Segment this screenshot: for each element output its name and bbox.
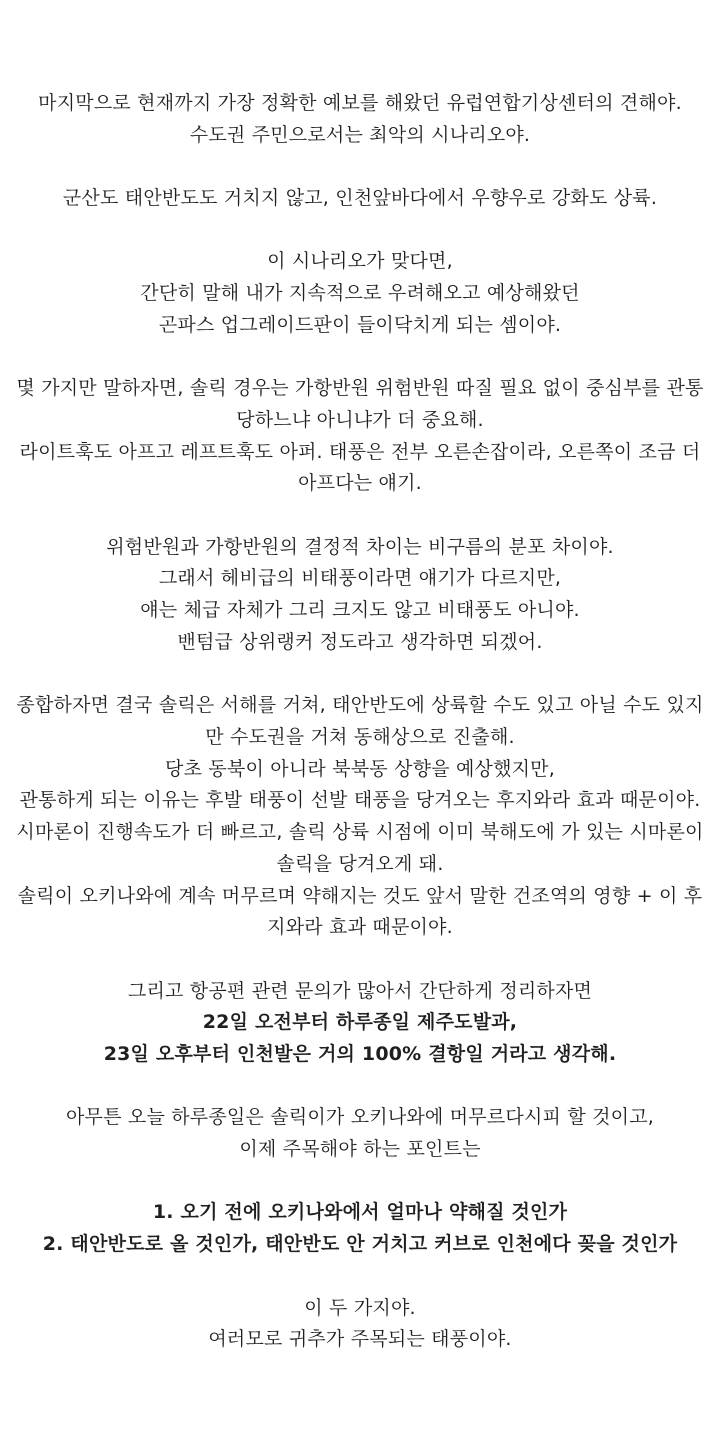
paragraph-rain-cloud [16,532,704,659]
text-line: 이 시나리오가 맞다면, [267,250,453,273]
text-line: 그리고 항공편 관련 문의가 많아서 간단하게 정리하자면 [127,979,593,1002]
text-line: 이 두 가지야. [304,1296,416,1319]
text-line: 위험반원과 가항반원의 결정적 차이는 비구름의 분포 차이야. [106,535,614,558]
list-item: 1. 오기 전에 오키나와에서 얼마나 약해질 것인가 [152,1201,568,1224]
paragraph-flights [16,976,704,1071]
paragraph-summary [16,690,710,944]
paragraph-landfall [16,183,704,215]
paragraph-ecmwf-view [16,88,704,151]
text-line: 군산도 태안반도도 거치지 않고, 인천앞바다에서 우향우로 강화도 상륙. [62,187,658,210]
text-line: 23일 오후부터 인천발은 거의 100% 결항일 거라고 생각해. [103,1043,617,1065]
text-line: 22일 오전부터 하루종일 제주도발과, [202,1011,518,1034]
paragraph-scenario [16,246,704,341]
text-line: 솔릭이 오키나와에 계속 머무르며 약해지는 것도 앞서 말한 건조역의 영향 + 이 후지와라 효과 때문이야. [17,884,703,939]
text-line: 관통하게 되는 이유는 후발 태풍이 선발 태풍을 당겨오는 후지와라 효과 때문이야. [19,789,701,812]
text-line: 간단히 말해 내가 지속적으로 우려해오고 예상해왔던 [140,282,580,305]
text-line: 몇 가지만 말하자면, 솔릭 경우는 가항반원 위험반원 따질 필요 없이 중심부를 관통당하느냐 아니냐가 더 중요해. [16,377,704,431]
text-line: 곤파스 업그레이드판이 들이닥치게 되는 셈이야. [158,313,562,336]
text-line: 그래서 헤비급의 비태풍이라면 얘기가 다르지만, [158,567,562,590]
text-line: 당초 동북이 아니라 북북동 상향을 예상했지만, [165,757,555,780]
text-line: 수도권 주민으로서는 최악의 시나리오야. [189,123,531,146]
text-line: 이제 주목해야 하는 포인트는 [239,1138,481,1161]
list-item: 2. 태안반도로 올 것인가, 태안반도 안 거치고 커브로 인천에다 꽂을 것인가 [42,1233,678,1256]
text-line: 얘는 체급 자체가 그리 크지도 않고 비태풍도 아니야. [140,599,580,622]
paragraph-points [16,1197,704,1260]
text-line: 종합하자면 결국 솔릭은 서해를 거쳐, 태안반도에 상륙할 수도 있고 아닐 수도 있지만 수도권을 거쳐 동해상으로 진출해. [16,694,704,748]
paragraph-semicircle [16,373,707,500]
paragraph-today [16,1102,704,1165]
paragraph-closing [16,1293,704,1356]
text-line: 라이트훅도 아프고 레프트훅도 아퍼. 태풍은 전부 오른손잡이라, 오른쪽이 조금 더 아프다는 얘기. [19,440,707,495]
post-body [0,88,720,1356]
text-line: 여러모로 귀추가 주목되는 태풍이야. [208,1328,512,1351]
text-line: 시마론이 진행속도가 더 빠르고, 솔릭 상륙 시점에 이미 북해도에 가 있는 시마론이 솔릭을 당겨오게 돼. [16,821,710,875]
text-line: 마지막으로 현재까지 가장 정확한 예보를 해왔던 유럽연합기상센터의 견해야. [38,92,682,114]
text-line: 밴텀급 상위랭커 정도라고 생각하면 되겠어. [177,630,543,653]
text-line: 아무튼 오늘 하루종일은 솔릭이가 오키나와에 머무르다시피 할 것이고, [66,1106,654,1129]
